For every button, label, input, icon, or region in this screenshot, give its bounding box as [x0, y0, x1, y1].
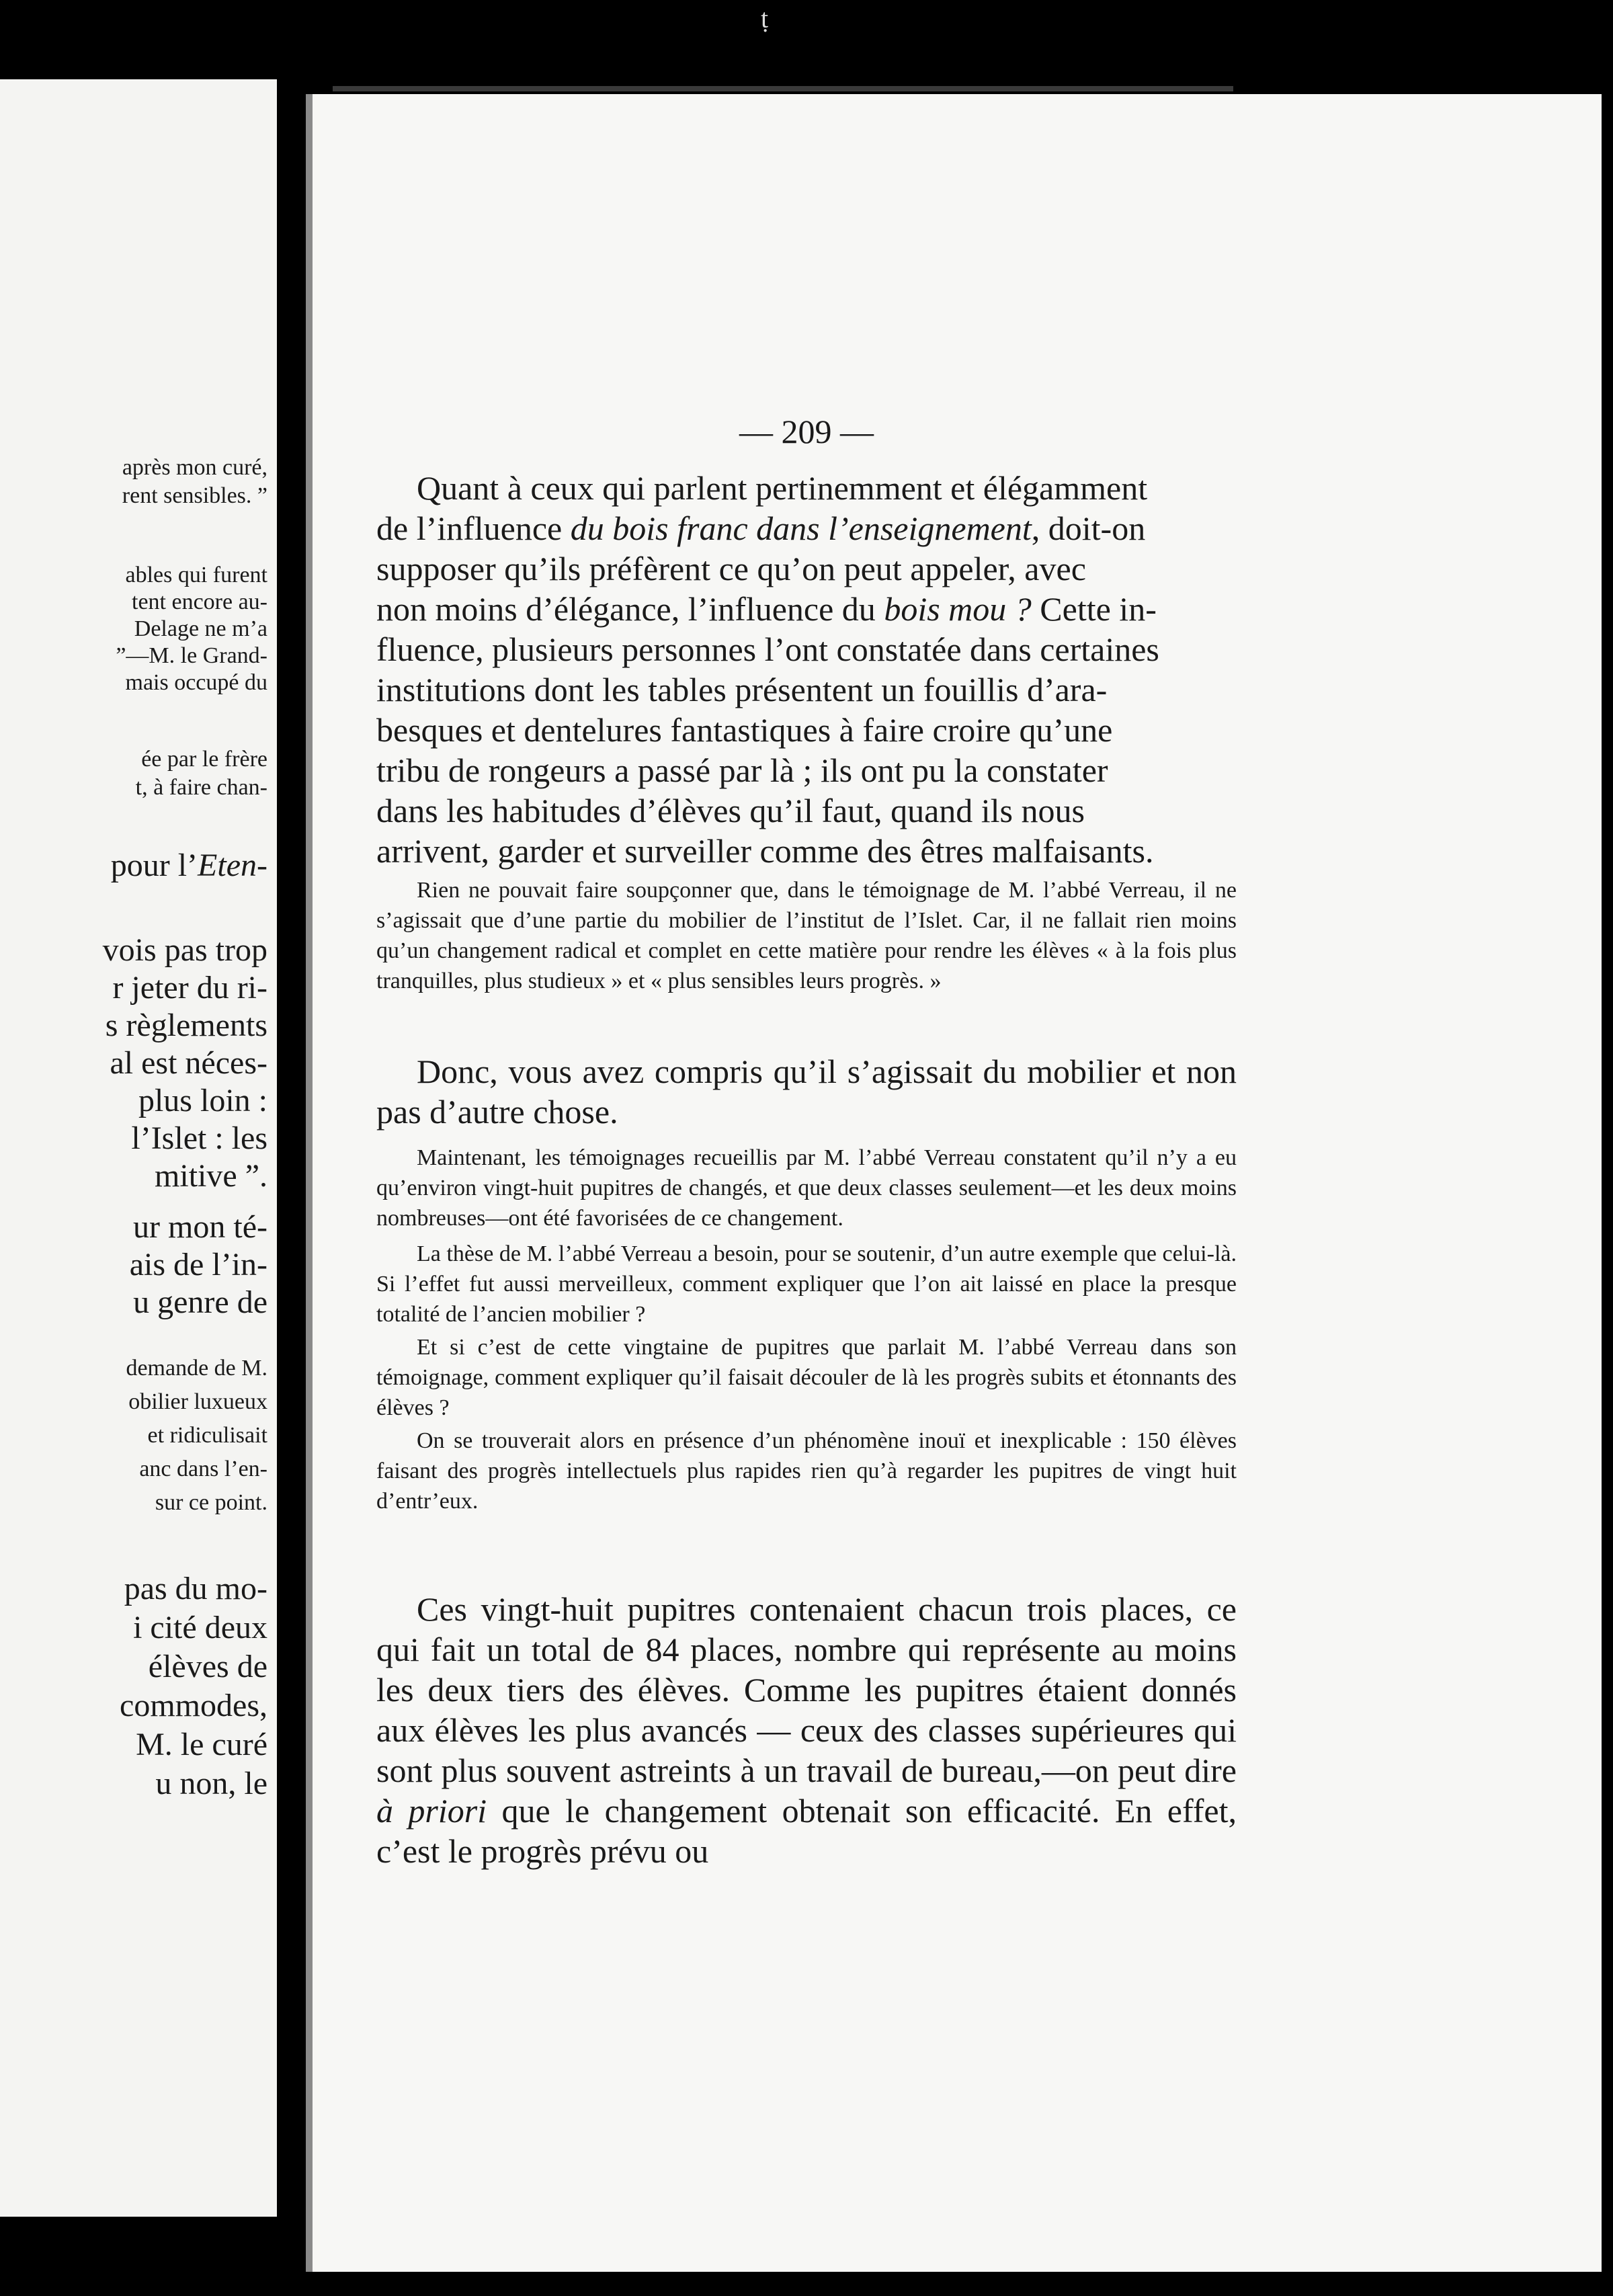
text-line: besques et dentelures fantastiques à faire croire qu’une	[376, 711, 1113, 749]
left-facing-page	[0, 79, 277, 2217]
top-rule	[333, 86, 1233, 91]
page-number: — 209 —	[739, 413, 874, 450]
top-mark: ṭ	[761, 3, 769, 34]
left-text-line: pas du mo-	[124, 1571, 267, 1606]
left-text-line: ais de l’in-	[129, 1247, 267, 1282]
left-text-line: obilier luxueux	[128, 1389, 267, 1414]
left-text-line: l’Islet : les	[131, 1120, 267, 1156]
text-line: tribu de rongeurs a passé par là ; ils ont pu la constater	[376, 751, 1108, 789]
left-text-line: i cité deux	[133, 1610, 267, 1645]
text-line: Quant à ceux qui parlent pertinemment et élégamment	[417, 469, 1148, 507]
left-text-line: ”—M. le Grand-	[116, 643, 267, 668]
left-text-line: u non, le	[155, 1766, 267, 1801]
left-text-line: r jeter du ri-	[112, 970, 267, 1006]
left-text-line: demande de M.	[126, 1356, 267, 1381]
left-text-line: élèves de	[148, 1649, 267, 1684]
text-line: arrivent, garder et surveiller comme des êtres malfaisants.	[376, 832, 1154, 870]
left-text-line: M. le curé	[136, 1727, 267, 1762]
quote-paragraph: Rien ne pouvait faire soupçonner que, dans le témoignage de M. l’abbé Verreau, il ne s’agissait que d’une partie du mobilier de l’institut de l’Islet. Car, il ne fallait rien moins qu’un changement radical et complet en cette matière pour rendre les élèves « à la fois plus tranquilles, plus studieux » et « plus sensibles leurs progrès. »	[376, 878, 1237, 993]
text-line: dans les habitudes d’élèves qu’il faut, quand ils nous	[376, 792, 1085, 829]
left-text-line: u genre de	[133, 1284, 267, 1320]
text-line: fluence, plusieurs personnes l’ont constatée dans certaines	[376, 630, 1159, 668]
text-paragraph: Et si c’est de cette vingtaine de pupitres que parlait M. l’abbé Verreau dans son témoignage, comment expliquer qu’il faisait découler de là les progrès subits et étonnants des élèves ?	[376, 1335, 1237, 1420]
left-text-line: pour l’Eten-	[110, 848, 267, 883]
text-paragraph: On se trouverait alors en présence d’un phénomène inouï et inexplicable : 150 élèves faisant des progrès intellectuels plus rapides rien qu’à regarder les pupitres de vingt huit d’entr’eux.	[376, 1428, 1237, 1514]
paragraph-group	[376, 1143, 1237, 1516]
left-text-line: tent encore au-	[132, 589, 267, 614]
left-text-line: t, à faire chan-	[135, 775, 267, 800]
left-text-line: mais occupé du	[125, 670, 267, 695]
left-text-line: al est néces-	[110, 1045, 267, 1081]
left-text-line: sur ce point.	[155, 1490, 267, 1515]
left-text-line: s règlements	[105, 1008, 267, 1043]
paragraph-3	[376, 1051, 1237, 1132]
left-text-line: ables qui furent	[125, 563, 267, 587]
left-text-line: et ridiculisait	[147, 1423, 267, 1448]
text-paragraph: Maintenant, les témoignages recueillis par M. l’abbé Verreau constatent qu’il n’y a eu qu’environ vingt-huit pupitres de changés, et que deux classes seulement—et les deux moins nombreuses—ont été favorisées de ce changement.	[376, 1145, 1237, 1231]
left-text-line: plus loin :	[138, 1083, 267, 1118]
left-text-line: après mon curé,	[122, 455, 267, 480]
paragraph-8	[376, 1589, 1237, 1871]
left-text-line: anc dans l’en-	[139, 1457, 267, 1481]
text-line: institutions dont les tables présentent un fouillis d’ara-	[376, 671, 1108, 708]
left-text-line: commodes,	[120, 1688, 267, 1723]
paragraph-2	[376, 875, 1237, 996]
text-line: de l’influence du bois franc dans l’enseignement, doit-on	[376, 509, 1146, 547]
left-text-line: rent sensibles. ”	[122, 483, 267, 508]
left-text-line: mitive ”.	[155, 1158, 267, 1194]
text-paragraph: Ces vingt-huit pupitres contenaient chacun trois places, ce qui fait un total de 84 places, nombre qui représente au moins les deux tiers des élèves. Comme les pupitres étaient donnés aux élèves les plus avancés — ceux des classes supérieures qui sont plus souvent astreints à un travail de bureau,—on peut dire à priori que le changement obtenait son efficacité. En effet, c’est le progrès prévu ou	[376, 1590, 1237, 1870]
paragraph-1	[376, 468, 1237, 871]
left-text-line: ée par le frère	[141, 747, 267, 772]
text-paragraph: Donc, vous avez compris qu’il s’agissait du mobilier et non pas d’autre chose.	[376, 1053, 1237, 1131]
left-text-line: ur mon té-	[133, 1209, 267, 1245]
text-line: supposer qu’ils préfèrent ce qu’on peut appeler, avec	[376, 550, 1086, 587]
text-paragraph: La thèse de M. l’abbé Verreau a besoin, pour se soutenir, d’un autre exemple que celui-là. Si l’effet fut aussi merveilleux, comment expliquer que l’on ait laissé en place la presque totalité de l’ancien mobilier ?	[376, 1241, 1237, 1327]
left-text-line: Delage ne m’a	[134, 616, 267, 641]
text-line: non moins d’élégance, l’influence du bois mou ? Cette in-	[376, 590, 1157, 628]
left-text-line: vois pas trop	[102, 932, 267, 968]
